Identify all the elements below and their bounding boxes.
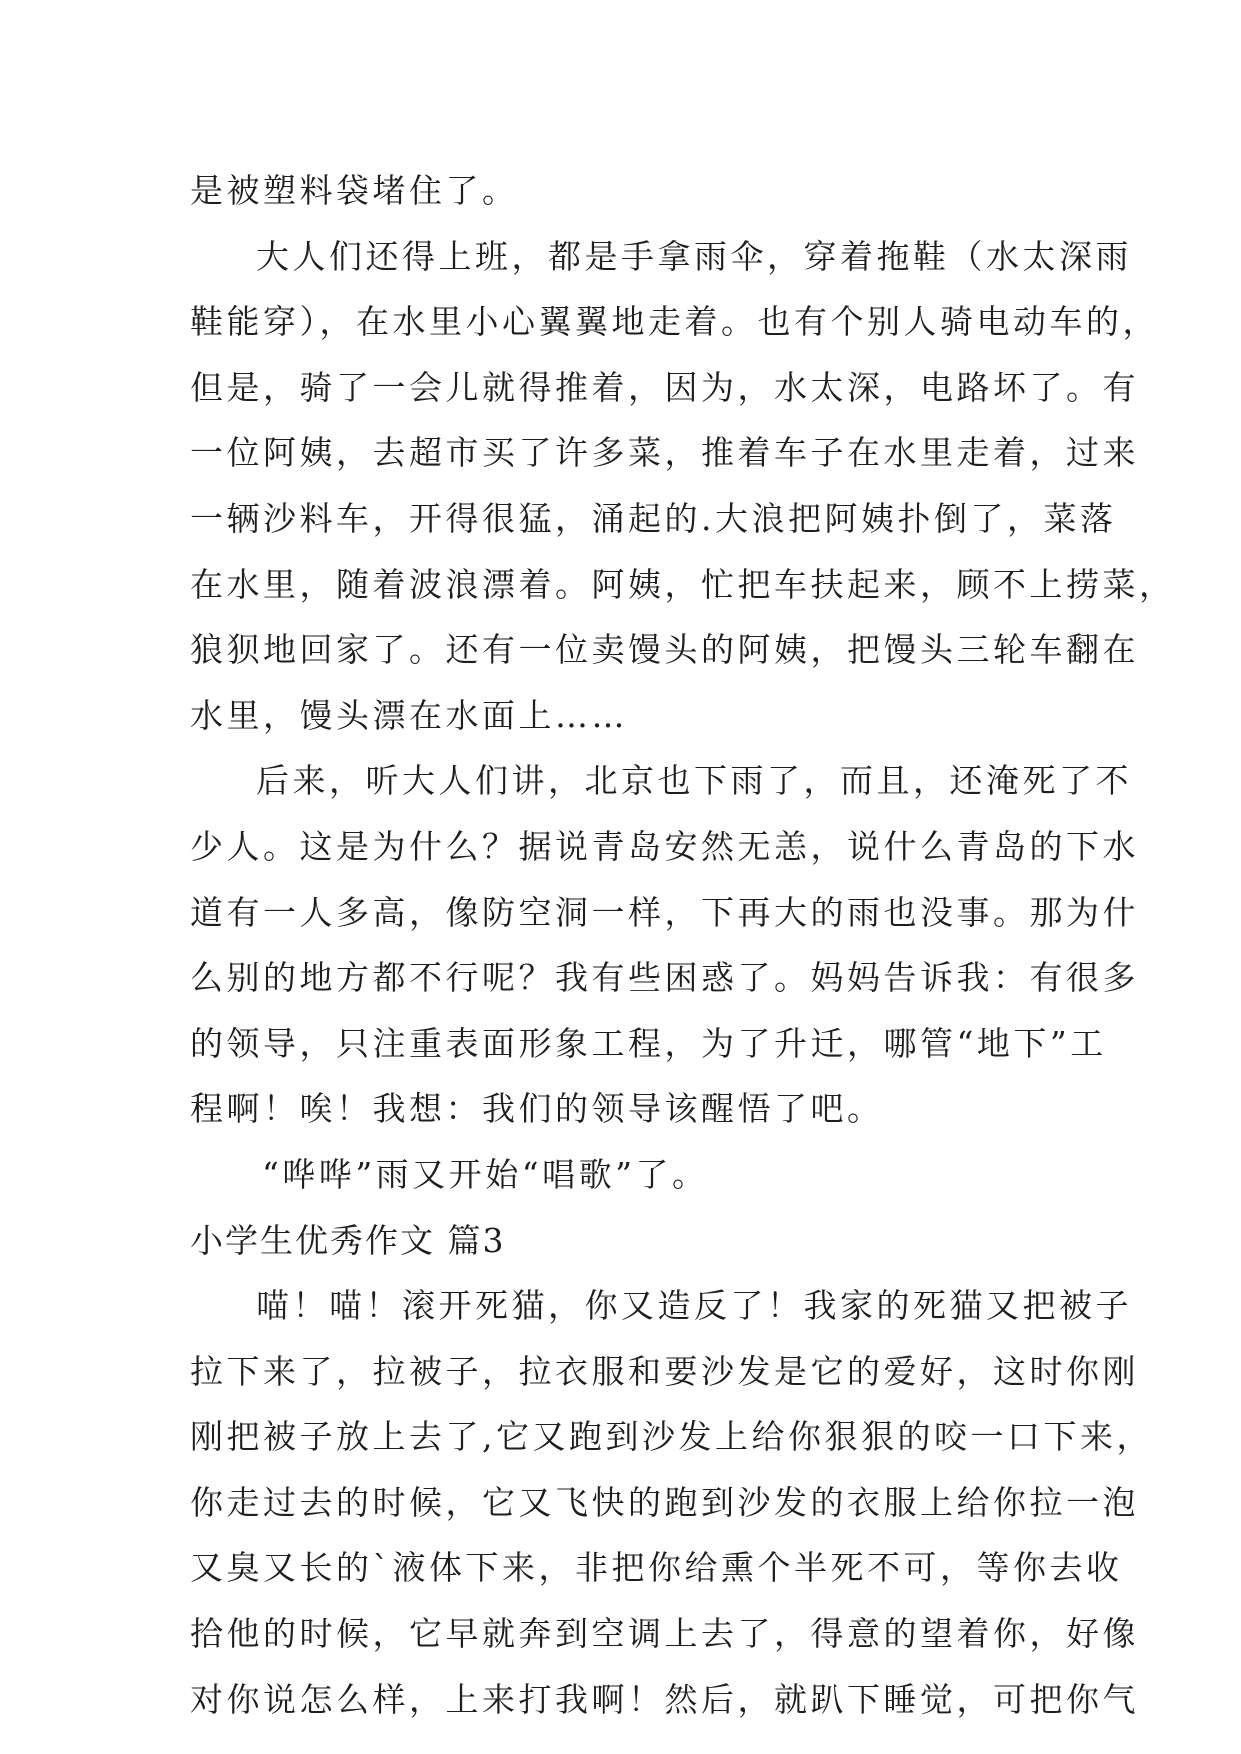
section-heading: 小学生优秀作文 篇3: [190, 1220, 506, 1260]
text-line: 鞋能穿），在水里小心翼翼地走着。也有个别人骑电动车的，: [190, 302, 1159, 342]
text-line: 水里，馒头漂在水面上……: [190, 695, 628, 735]
text-line: 对你说怎么样，上来打我啊！然后，就趴下睡觉，可把你气: [190, 1679, 1139, 1719]
paragraph-start-line: 喵！喵！滚开死猫，你又造反了！我家的死猫又把被子: [256, 1286, 1132, 1326]
essay-body: [190, 158, 1176, 1732]
paragraph-start-line: 大人们还得上班，都是手拿雨伞，穿着拖鞋（水太深雨: [256, 236, 1132, 276]
text-line: 是被塑料袋堵住了。: [190, 171, 519, 210]
text-line: 程啊！唉！我想：我们的领导该醒悟了吧。: [190, 1089, 884, 1129]
text-line: 但是，骑了一会儿就得推着，因为，水太深，电路坏了。有: [190, 367, 1139, 407]
text-line: 你走过去的时候，它又飞快的跑到沙发的衣服上给你拉一泡: [190, 1482, 1139, 1522]
text-line: 道有一人多高，像防空洞一样，下再大的雨也没事。那为什: [190, 892, 1139, 932]
text-line: 刚把被子放上去了,它又跑到沙发上给你狠狠的咬一口下来，: [190, 1417, 1153, 1457]
text-line: 一辆沙料车，开得很猛，涌起的.大浪把阿姨扑倒了，菜落: [190, 498, 1117, 538]
text-line: 在水里，随着波浪漂着。阿姨，忙把车扶起来，顾不上捞菜，: [190, 564, 1176, 604]
text-line: 拉下来了，拉被子，拉衣服和要沙发是它的爱好，这时你刚: [190, 1351, 1139, 1391]
text-line: 拾他的时候，它早就奔到空调上去了，得意的望着你，好像: [190, 1614, 1139, 1654]
text-line: 么别的地方都不行呢？我有些困惑了。妈妈告诉我：有很多: [190, 958, 1139, 998]
paragraph-start-line: “哗哗”雨又开始“唱歌”了。: [262, 1154, 709, 1194]
paragraph-start-line: 后来，听大人们讲，北京也下雨了，而且，还淹死了不: [256, 761, 1132, 801]
text-line: 狼狈地回家了。还有一位卖馒头的阿姨，把馒头三轮车翻在: [190, 630, 1139, 670]
text-line: 的领导，只注重表面形象工程，为了升迁，哪管“地下”工: [190, 1023, 1107, 1063]
text-line: 一位阿姨，去超市买了许多菜，推着车子在水里走着，过来: [190, 433, 1139, 473]
text-line: 又臭又长的`液体下来，非把你给熏个半死不可，等你去收: [190, 1548, 1123, 1588]
text-line: 少人。这是为什么？据说青岛安然无恙，说什么青岛的下水: [190, 826, 1139, 866]
